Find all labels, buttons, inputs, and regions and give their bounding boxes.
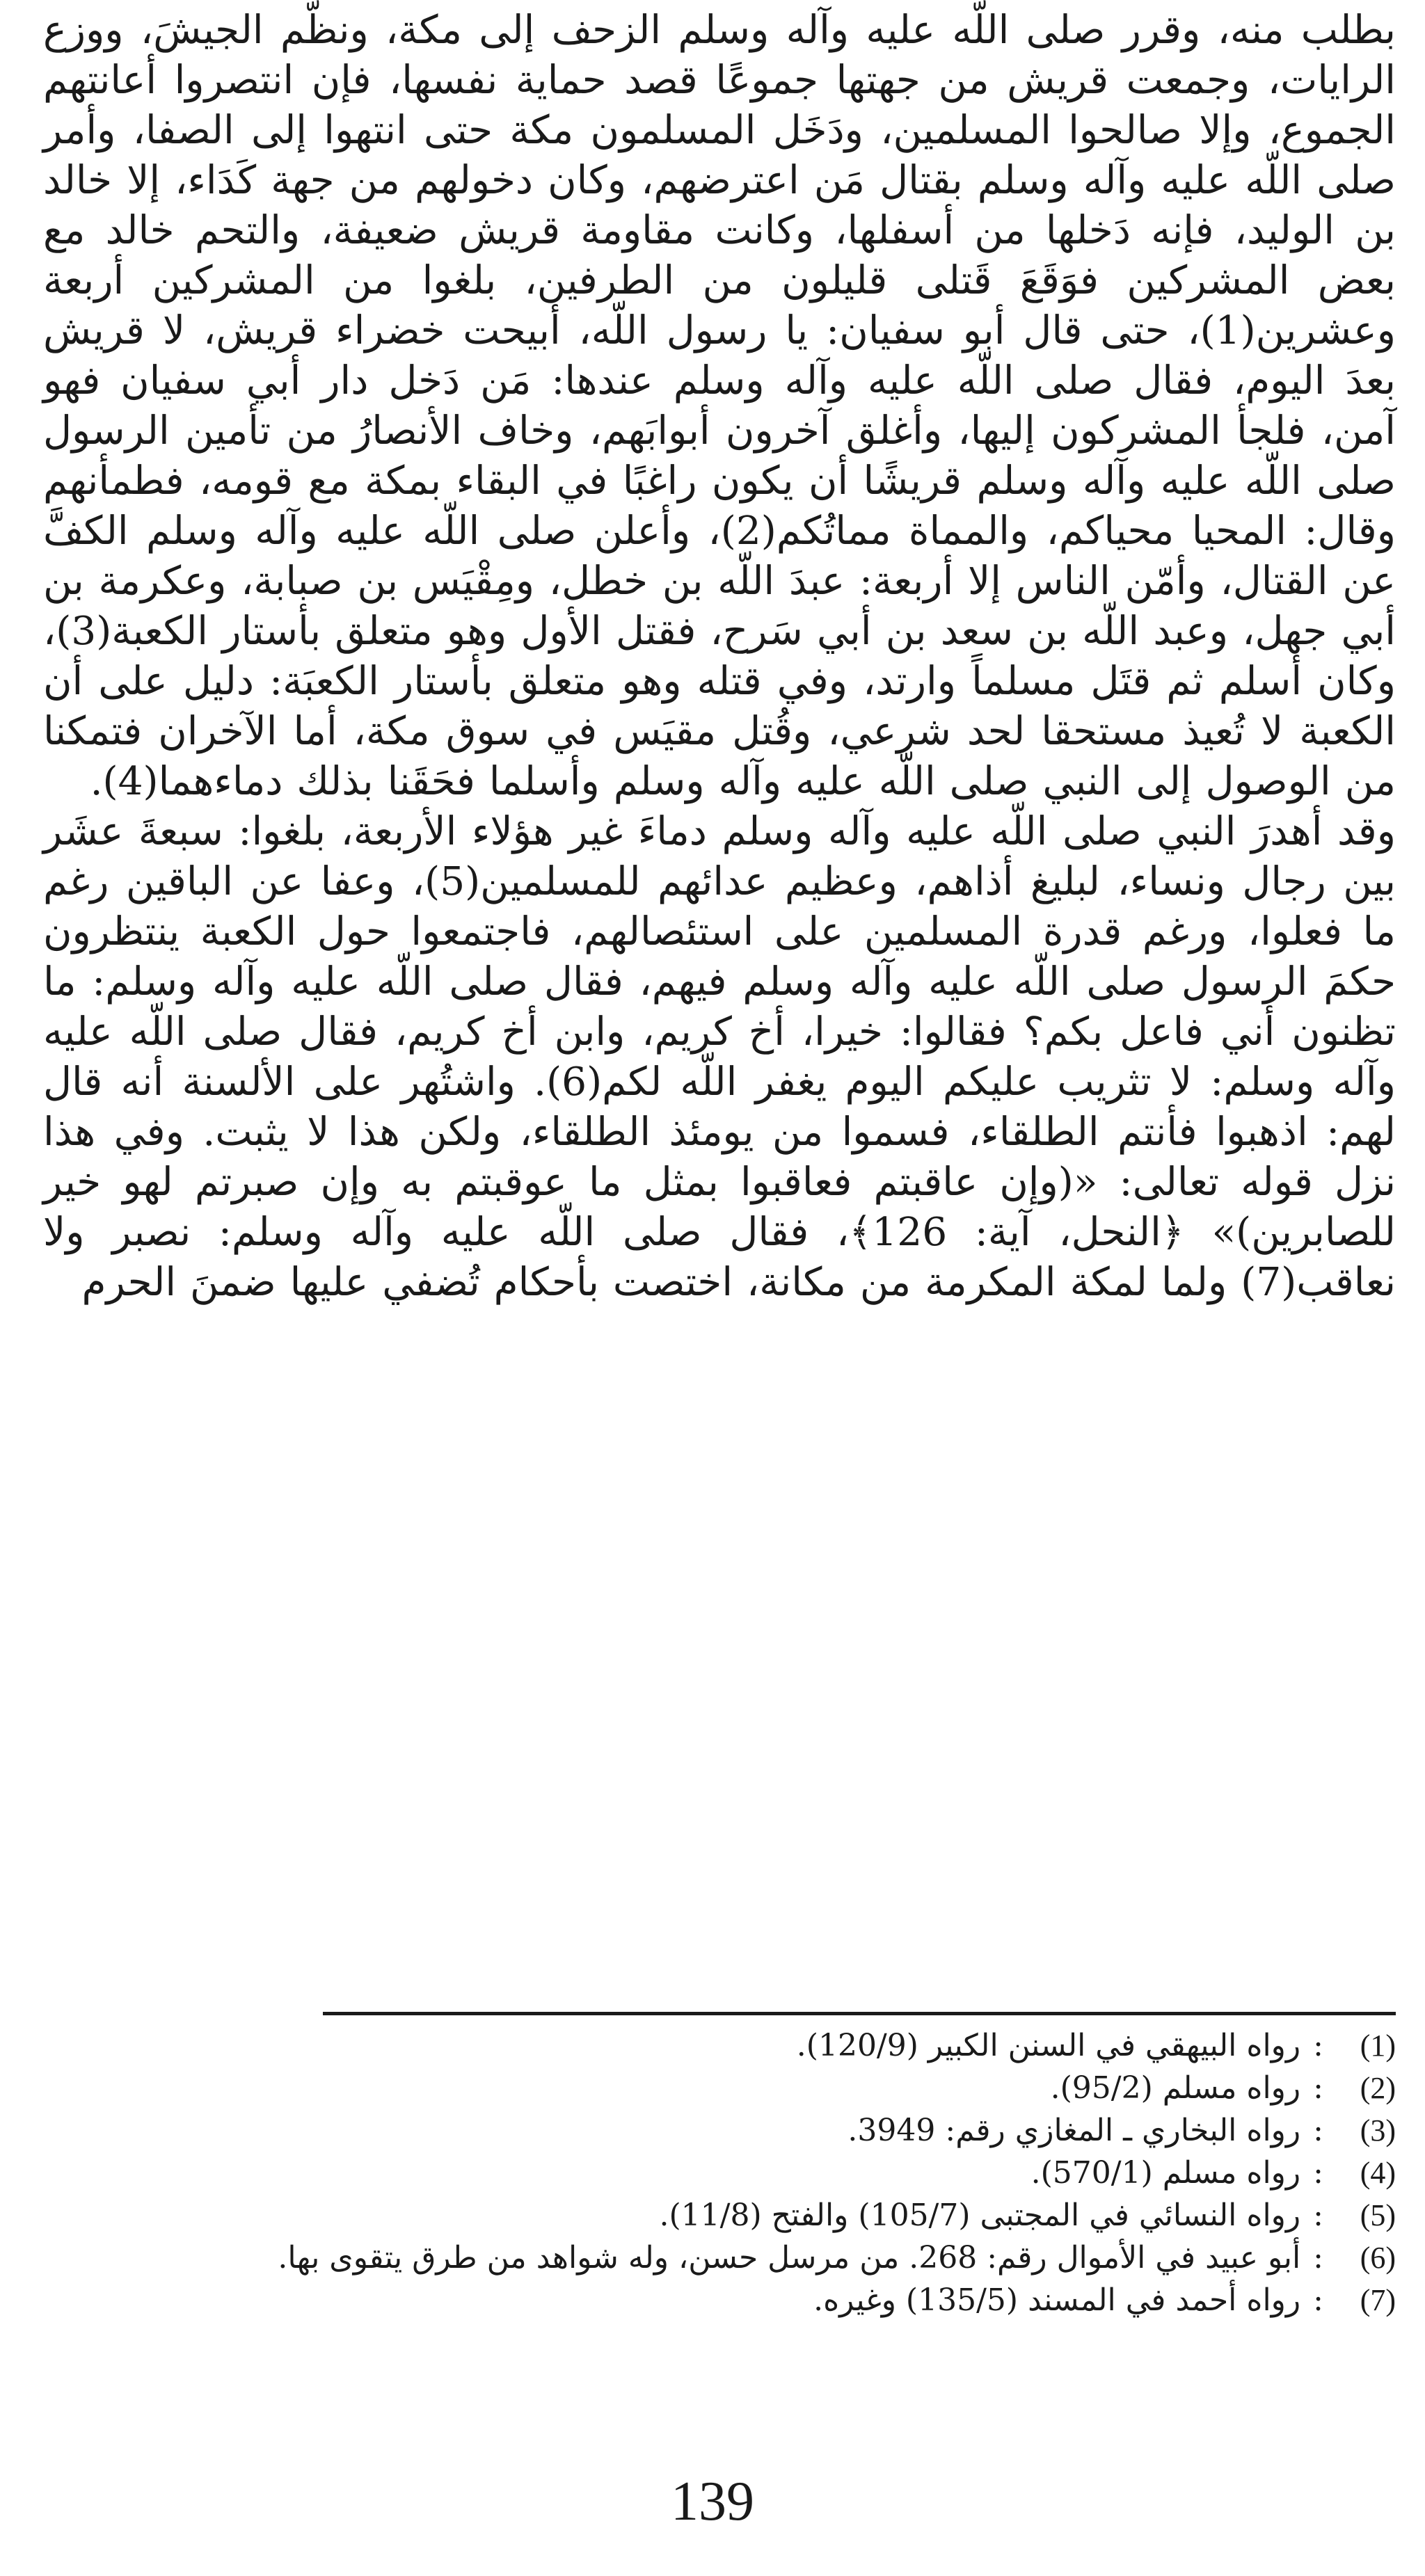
main-text	[43, 6, 1396, 1308]
footnotes-list	[56, 2024, 1396, 2321]
footnote-number: (2)	[1360, 2071, 1396, 2105]
paragraph: وقد أهدرَ النبي صلى اللّه عليه وآله وسلم دماءَ غير هؤلاء الأربعة، بلغوا: سبعةَ عشَر بين رجال ونساء، لبليغ أذاهم، وعظيم عدائهم للمسلمين(5)، وعفا عن الباقين رغم ما فعلوا، ورغم قدرة المسلمين على استئصالهم، فاجتمعوا حول الكعبة ينتظرون حكمَ الرسول صلى اللّه عليه وآله وسلم فيهم، فقال صلى اللّه عليه وآله وسلم: ما تظنون أني فاعل بكم؟ فقالوا: خيرا، أخ كريم، وابن أخ كريم، فقال صلى اللّه عليه وآله وسلم: لا تثريب عليكم اليوم يغفر اللّه لكم(6). واشتُهر على الألسنة أنه قال لهم: اذهبوا فأنتم الطلقاء، فسموا من يومئذ الطلقاء، ولكن هذا لا يثبت. وفي هذا نزل قوله تعالى: «(وإن عاقبتم فعاقبوا بمثل ما عوقبتم به وإن صبرتم لهو خير للصابرين)» ﴿النحل، آية: 126﴾، فقال صلى اللّه عليه وآله وسلم: نصبر ولا نعاقب(7) ولما لمكة المكرمة من مكانة، اختصت بأحكام تُضفي عليها ضمنَ الحرم	[43, 809, 1396, 1305]
footnote-number: (5)	[1360, 2198, 1396, 2232]
paragraph: بطلب منه، وقرر صلى اللّه عليه وآله وسلم الزحف إلى مكة، ونظّم الجيشَ، ووزع الرايات، وجمعت قريش من جهتها جموعًا قصد حماية نفسها، فإن انتصروا أعانتهم الجموع، وإلا صالحوا المسلمين، ودَخَل المسلمون مكة حتى انتهوا إلى الصفا، وأمر صلى اللّه عليه وآله وسلم بقتال مَن اعترضهم، وكان دخولهم من جهة كَدَاء، إلا خالد بن الوليد، فإنه دَخلها من أسفلها، وكانت مقاومة قريش ضعيفة، والتحم خالد مع بعض المشركين فوَقَعَ قَتلى قليلون من الطرفين، بلغوا من المشركين أربعة وعشرين(1)، حتى قال أبو سفيان: يا رسول اللّه، أبيحت خضراء قريش، لا قريش بعدَ اليوم، فقال صلى اللّه عليه وآله وسلم عندها: مَن دَخل دار أبي سفيان فهو آمن، فلجأ المشركون إليها، وأغلق آخرون أبوابَهم، وخاف الأنصارُ من تأمين الرسول صلى اللّه عليه وآله وسلم قريشًا أن يكون راغبًا في البقاء بمكة مع قومه، فطمأنهم وقال: المحيا محياكم، والمماة مماتُكم(2)، وأعلن صلى اللّه عليه وآله وسلم الكفَّ عن القتال، وأمّن الناس إلا أربعة: عبدَ اللّه بن خطل، ومِقْيَس بن صبابة، وعكرمة بن أبي جهل، وعبد اللّه بن سعد بن أبي سَرح، فقتل الأول وهو متعلق بأستار الكعبة(3)، وكان أسلم ثم قتَل مسلماً وارتد، وفي قتله وهو متعلق بأستار الكعبَة: دليل على أن الكعبة لا تُعيذ مستحقا لحد شرعي، وقُتل مقيَس في سوق مكة، أما الآخران فتمكنا من الوصول إلى النبي صلى اللّه عليه وآله وسلم وأسلما فحَقَنا بذلك دماءهما(4).	[43, 8, 1396, 804]
footnote-separator: :	[1313, 2028, 1323, 2063]
footnote-text: رواه مسلم (95/2).	[1050, 2070, 1301, 2106]
page-number: 139	[671, 2471, 754, 2532]
footnote-separator: :	[1313, 2155, 1323, 2191]
footnote-item	[56, 2152, 1396, 2194]
footnote-separator: :	[1313, 2282, 1323, 2318]
footnote-item	[56, 2194, 1396, 2237]
footnote-item	[56, 2067, 1396, 2109]
footnote-separator: :	[1313, 2240, 1323, 2275]
footnote-text: رواه النسائي في المجتبى (105/7) والفتح (11/8).	[659, 2198, 1301, 2233]
footnote-item	[56, 2109, 1396, 2152]
footnote-text: رواه البيهقي في السنن الكبير (120/9).	[796, 2028, 1301, 2063]
footnote-separator: :	[1313, 2113, 1323, 2148]
footnote-number: (7)	[1360, 2283, 1396, 2317]
footnote-number: (1)	[1360, 2029, 1396, 2063]
footnote-item	[56, 2237, 1396, 2279]
footnote-number: (3)	[1360, 2113, 1396, 2147]
footnote-divider	[323, 2012, 1396, 2015]
footnote-item	[56, 2279, 1396, 2321]
footnote-item	[56, 2024, 1396, 2067]
footnote-number: (6)	[1360, 2241, 1396, 2275]
footnote-text: رواه أحمد في المسند (135/5) وغيره.	[813, 2282, 1301, 2318]
footnote-separator: :	[1313, 2070, 1323, 2106]
footnote-text: رواه مسلم (570/1).	[1030, 2155, 1301, 2191]
footnote-number: (4)	[1360, 2156, 1396, 2190]
footnote-text: أبو عبيد في الأموال رقم: 268. من مرسل حسن، وله شواهد من طرق يتقوى بها.	[278, 2240, 1301, 2275]
footnote-separator: :	[1313, 2198, 1323, 2233]
footnote-text: رواه البخاري ـ المغازي رقم: 3949.	[847, 2113, 1301, 2148]
